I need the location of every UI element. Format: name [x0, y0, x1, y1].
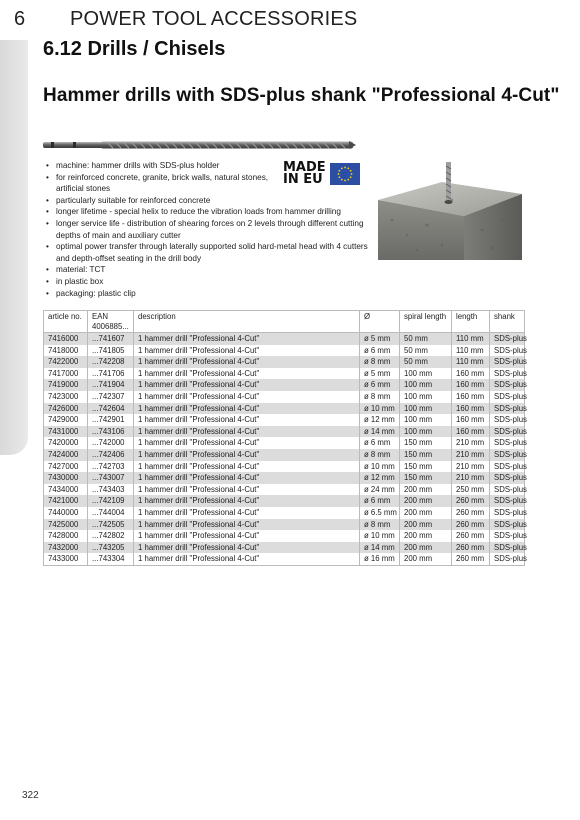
feature-item: • machine: hammer drills with SDS-plus holder: [43, 160, 368, 172]
table-row: [44, 403, 525, 415]
cell-spiral-length: 50 mm: [400, 356, 452, 368]
cell-description: 1 hammer drill "Professional 4-Cut": [134, 519, 360, 531]
cell-length: 210 mm: [452, 472, 490, 484]
cell-ean: ...742604: [88, 403, 134, 415]
cell-spiral-length: 100 mm: [400, 426, 452, 438]
cell-diameter: ø 6 mm: [360, 345, 400, 357]
badge-line1: MADE: [283, 160, 326, 175]
table-row: [44, 507, 525, 519]
table-header-row: [44, 311, 525, 333]
cell-spiral-length: 150 mm: [400, 472, 452, 484]
cell-shank: SDS-plus: [490, 333, 525, 345]
cell-shank: SDS-plus: [490, 461, 525, 473]
cell-spiral-length: 200 mm: [400, 519, 452, 531]
cell-article-no: 7428000: [44, 530, 88, 542]
cell-spiral-length: 200 mm: [400, 530, 452, 542]
cell-article-no: 7423000: [44, 391, 88, 403]
product-heading: Hammer drills with SDS-plus shank "Professional 4-Cut": [43, 85, 560, 106]
cell-shank: SDS-plus: [490, 495, 525, 507]
col-header-spiral-length: spiral length: [400, 311, 452, 333]
cell-ean: ...743403: [88, 484, 134, 496]
cell-length: 260 mm: [452, 495, 490, 507]
cell-shank: SDS-plus: [490, 507, 525, 519]
cell-length: 260 mm: [452, 553, 490, 565]
feature-item: • particularly suitable for reinforced concrete: [43, 195, 368, 207]
cell-article-no: 7421000: [44, 495, 88, 507]
table-row: [44, 495, 525, 507]
cell-spiral-length: 50 mm: [400, 333, 452, 345]
cell-description: 1 hammer drill "Professional 4-Cut": [134, 461, 360, 473]
cell-spiral-length: 100 mm: [400, 414, 452, 426]
cell-article-no: 7432000: [44, 542, 88, 554]
cell-diameter: ø 8 mm: [360, 356, 400, 368]
cell-ean: ...741607: [88, 333, 134, 345]
feature-item: • optimal power transfer through laterally supported solid hard-metal head with 4 cutters and depth-offset seating in the drill body: [43, 241, 368, 264]
cell-article-no: 7418000: [44, 345, 88, 357]
col-header-description: description: [134, 311, 360, 333]
cell-diameter: ø 16 mm: [360, 553, 400, 565]
cell-diameter: ø 10 mm: [360, 461, 400, 473]
cell-shank: SDS-plus: [490, 345, 525, 357]
cell-article-no: 7434000: [44, 484, 88, 496]
cell-article-no: 7417000: [44, 368, 88, 380]
cell-article-no: 7420000: [44, 437, 88, 449]
col-header-ean-line2: 4006885...: [92, 321, 129, 331]
cell-ean: ...743106: [88, 426, 134, 438]
feature-item: • packaging: plastic clip: [43, 288, 368, 300]
cell-shank: SDS-plus: [490, 484, 525, 496]
drill-bit-image: [43, 139, 356, 151]
cell-description: 1 hammer drill "Professional 4-Cut": [134, 403, 360, 415]
product-table: [43, 310, 525, 566]
table-row: [44, 368, 525, 380]
cell-ean: ...742703: [88, 461, 134, 473]
cell-spiral-length: 200 mm: [400, 484, 452, 496]
cell-ean: ...743205: [88, 542, 134, 554]
cell-shank: SDS-plus: [490, 437, 525, 449]
cell-diameter: ø 12 mm: [360, 472, 400, 484]
cell-ean: ...742208: [88, 356, 134, 368]
table-row: [44, 449, 525, 461]
cell-shank: SDS-plus: [490, 414, 525, 426]
badge-line2: IN EU: [283, 172, 323, 187]
cell-description: 1 hammer drill "Professional 4-Cut": [134, 345, 360, 357]
cell-article-no: 7429000: [44, 414, 88, 426]
cell-diameter: ø 8 mm: [360, 519, 400, 531]
cell-description: 1 hammer drill "Professional 4-Cut": [134, 530, 360, 542]
cell-ean: ...742109: [88, 495, 134, 507]
cell-diameter: ø 5 mm: [360, 333, 400, 345]
cell-ean: ...742901: [88, 414, 134, 426]
cell-diameter: ø 10 mm: [360, 403, 400, 415]
cell-length: 210 mm: [452, 437, 490, 449]
cell-ean: ...741904: [88, 379, 134, 391]
cell-description: 1 hammer drill "Professional 4-Cut": [134, 437, 360, 449]
cell-diameter: ø 10 mm: [360, 530, 400, 542]
cell-ean: ...744004: [88, 507, 134, 519]
cell-length: 160 mm: [452, 414, 490, 426]
cell-description: 1 hammer drill "Professional 4-Cut": [134, 507, 360, 519]
cell-diameter: ø 24 mm: [360, 484, 400, 496]
cell-diameter: ø 14 mm: [360, 542, 400, 554]
cell-length: 160 mm: [452, 368, 490, 380]
table-row: [44, 553, 525, 565]
cell-length: 210 mm: [452, 449, 490, 461]
cell-length: 250 mm: [452, 484, 490, 496]
cell-spiral-length: 50 mm: [400, 345, 452, 357]
cell-spiral-length: 100 mm: [400, 368, 452, 380]
cell-shank: SDS-plus: [490, 553, 525, 565]
cell-length: 110 mm: [452, 333, 490, 345]
cell-diameter: ø 6 mm: [360, 437, 400, 449]
cell-description: 1 hammer drill "Professional 4-Cut": [134, 484, 360, 496]
cell-spiral-length: 200 mm: [400, 542, 452, 554]
table-row: [44, 461, 525, 473]
cell-spiral-length: 100 mm: [400, 379, 452, 391]
feature-list: [43, 160, 368, 299]
cell-article-no: 7425000: [44, 519, 88, 531]
cell-ean: ...742802: [88, 530, 134, 542]
cell-length: 260 mm: [452, 530, 490, 542]
cell-spiral-length: 150 mm: [400, 437, 452, 449]
table-row: [44, 379, 525, 391]
cell-diameter: ø 5 mm: [360, 368, 400, 380]
cell-ean: ...741706: [88, 368, 134, 380]
cell-description: 1 hammer drill "Professional 4-Cut": [134, 356, 360, 368]
cell-length: 160 mm: [452, 426, 490, 438]
cell-article-no: 7424000: [44, 449, 88, 461]
cell-diameter: ø 14 mm: [360, 426, 400, 438]
cell-article-no: 7422000: [44, 356, 88, 368]
cell-shank: SDS-plus: [490, 368, 525, 380]
table-row: [44, 472, 525, 484]
col-header-ean-line1: EAN: [92, 312, 109, 321]
feature-item: • in plastic box: [43, 276, 368, 288]
cell-ean: ...742307: [88, 391, 134, 403]
cell-description: 1 hammer drill "Professional 4-Cut": [134, 542, 360, 554]
feature-item: • longer service life - distribution of shearing forces on 2 levels through different cutting depths of main and auxiliary cutter: [43, 218, 368, 241]
col-header-article: article no.: [44, 311, 88, 333]
cell-length: 210 mm: [452, 461, 490, 473]
cell-spiral-length: 200 mm: [400, 495, 452, 507]
cell-ean: ...743007: [88, 472, 134, 484]
table-row: [44, 414, 525, 426]
table-row: [44, 437, 525, 449]
table-row: [44, 345, 525, 357]
table-row: [44, 542, 525, 554]
table-row: [44, 530, 525, 542]
cell-diameter: ø 6 mm: [360, 495, 400, 507]
cell-shank: SDS-plus: [490, 356, 525, 368]
cell-article-no: 7419000: [44, 379, 88, 391]
cell-shank: SDS-plus: [490, 426, 525, 438]
cell-diameter: ø 6 mm: [360, 379, 400, 391]
cell-spiral-length: 100 mm: [400, 403, 452, 415]
cell-shank: SDS-plus: [490, 519, 525, 531]
cell-length: 160 mm: [452, 391, 490, 403]
cell-ean: ...742505: [88, 519, 134, 531]
cell-diameter: ø 6.5 mm: [360, 507, 400, 519]
cell-length: 260 mm: [452, 542, 490, 554]
chapter-title: POWER TOOL ACCESSORIES: [70, 8, 358, 30]
cell-shank: SDS-plus: [490, 403, 525, 415]
cell-shank: SDS-plus: [490, 542, 525, 554]
table-row: [44, 484, 525, 496]
cell-length: 110 mm: [452, 356, 490, 368]
cell-spiral-length: 200 mm: [400, 553, 452, 565]
feature-item: • for reinforced concrete, granite, brick walls, natural stones, artificial stones: [43, 172, 368, 195]
page-number: 322: [22, 790, 39, 801]
cell-description: 1 hammer drill "Professional 4-Cut": [134, 391, 360, 403]
cell-ean: ...742000: [88, 437, 134, 449]
col-header-ean: [88, 311, 134, 333]
feature-item: • material: TCT: [43, 264, 368, 276]
cell-article-no: 7427000: [44, 461, 88, 473]
cell-diameter: ø 12 mm: [360, 414, 400, 426]
chapter-side-tab: [0, 40, 28, 455]
cell-shank: SDS-plus: [490, 391, 525, 403]
cell-spiral-length: 100 mm: [400, 391, 452, 403]
cell-article-no: 7426000: [44, 403, 88, 415]
cell-description: 1 hammer drill "Professional 4-Cut": [134, 495, 360, 507]
cell-description: 1 hammer drill "Professional 4-Cut": [134, 449, 360, 461]
concrete-block-photo: [372, 160, 524, 260]
cell-description: 1 hammer drill "Professional 4-Cut": [134, 553, 360, 565]
cell-length: 260 mm: [452, 519, 490, 531]
cell-shank: SDS-plus: [490, 530, 525, 542]
cell-spiral-length: 200 mm: [400, 507, 452, 519]
cell-description: 1 hammer drill "Professional 4-Cut": [134, 368, 360, 380]
cell-description: 1 hammer drill "Professional 4-Cut": [134, 426, 360, 438]
table-row: [44, 519, 525, 531]
cell-spiral-length: 150 mm: [400, 449, 452, 461]
cell-length: 160 mm: [452, 403, 490, 415]
cell-length: 110 mm: [452, 345, 490, 357]
cell-shank: SDS-plus: [490, 472, 525, 484]
section-title: 6.12 Drills / Chisels: [43, 38, 226, 60]
cell-article-no: 7433000: [44, 553, 88, 565]
cell-length: 160 mm: [452, 379, 490, 391]
cell-shank: SDS-plus: [490, 379, 525, 391]
col-header-diameter: Ø: [360, 311, 400, 333]
cell-ean: ...743304: [88, 553, 134, 565]
cell-ean: ...742406: [88, 449, 134, 461]
cell-diameter: ø 8 mm: [360, 391, 400, 403]
cell-diameter: ø 8 mm: [360, 449, 400, 461]
table-row: [44, 426, 525, 438]
cell-article-no: 7430000: [44, 472, 88, 484]
table-row: [44, 391, 525, 403]
cell-article-no: 7416000: [44, 333, 88, 345]
cell-description: 1 hammer drill "Professional 4-Cut": [134, 472, 360, 484]
feature-item: • longer lifetime - special helix to reduce the vibration loads from hammer drilling: [43, 206, 368, 218]
col-header-length: length: [452, 311, 490, 333]
cell-description: 1 hammer drill "Professional 4-Cut": [134, 333, 360, 345]
cell-spiral-length: 150 mm: [400, 461, 452, 473]
table-row: [44, 356, 525, 368]
cell-length: 260 mm: [452, 507, 490, 519]
cell-shank: SDS-plus: [490, 449, 525, 461]
cell-article-no: 7431000: [44, 426, 88, 438]
cell-ean: ...741805: [88, 345, 134, 357]
table-row: [44, 333, 525, 345]
chapter-number: 6: [14, 8, 26, 30]
col-header-shank: shank: [490, 311, 525, 333]
cell-article-no: 7440000: [44, 507, 88, 519]
cell-description: 1 hammer drill "Professional 4-Cut": [134, 414, 360, 426]
cell-description: 1 hammer drill "Professional 4-Cut": [134, 379, 360, 391]
